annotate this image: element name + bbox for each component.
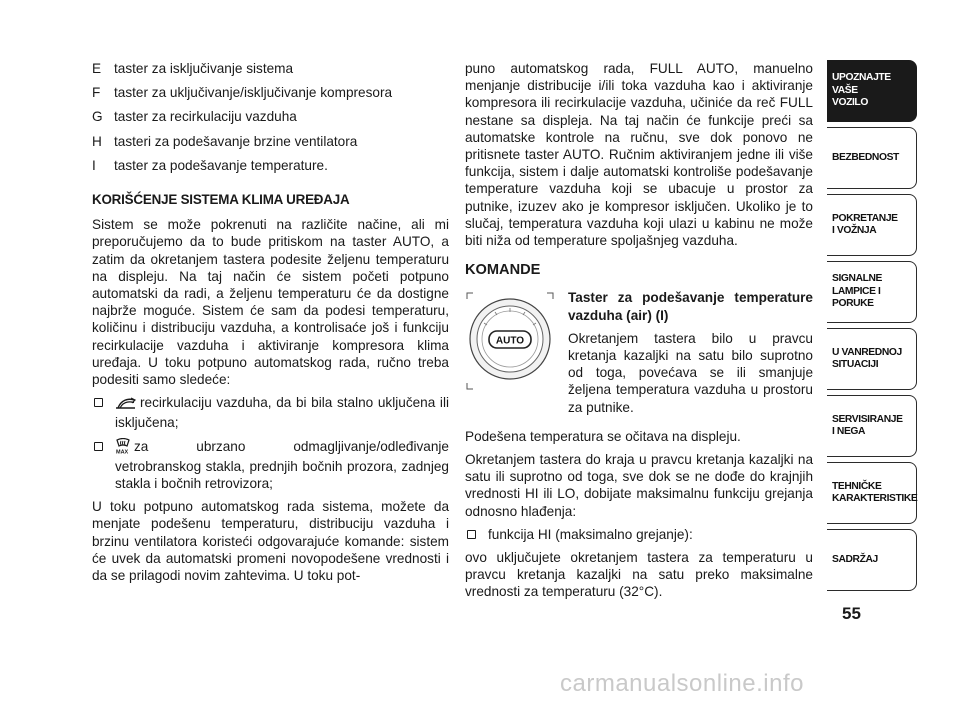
tab-servisiranje-i-nega[interactable]: SERVISIRANJE I NEGA [827,395,917,457]
checkbox-bullet-icon [94,442,103,451]
legend-text: taster za recirkulaciju vazduha [114,109,297,125]
bullet-hi-text: funkcija HI (maksimalno grejanje): [488,526,693,542]
right-column [465,60,813,607]
left-column [92,60,449,590]
continued-paragraph: puno automatskog rada, FULL AUTO, manuelno menjanje distribucije i/ili toka vazduha kao i aktiviranje kompresora ili recirkulacije vazduha, učiniće da reč FULL nestane sa displeja. Na taj način će funkcije preći sa automatske kontrole na ručnu, sve dok ponovo ne pritisnete taster AUTO. Ručnim aktiviranjem jedne ili više funkcija, sistem i dalje automatski kontroliše podešavanje temperature vazduha koji se ubacuje u prostor za putnike, izuzev ako je kompresor isključen. Ukoliko je to slučaj, temperatura vazduha koji ulazi u kabinu ne može biti niža od temperature spoljašnjeg vazduha. [465,61,813,249]
bullet-defrost [92,438,449,493]
checkbox-bullet-icon [94,398,103,407]
bullet-recirculation [92,394,449,431]
tab-signalne-lampice[interactable]: SIGNALNE LAMPICE I PORUKE [827,261,917,323]
knob-temp-text: Okretanjem tastera bilo u pravcu kretanja kazaljki na satu bilo suprotno od toga, povećava se ili smanjuje željena temperatura vazduha u prostoru za putnike. [568,330,813,415]
recirculation-icon [115,397,137,414]
legend-text: taster za uključivanje/isključivanje kompresora [114,85,393,101]
page-number: 55 [842,604,861,623]
tab-tehnicke-karakteristike[interactable]: TEHNIČKE KARAKTERISTIKE [827,462,917,524]
section-title: KORIŠĆENJE SISTEMA KLIMA UREĐAJA [92,192,350,208]
hi-paragraph: ovo uključujete okretanjem tastera za temperaturu u pravcu kretanja kazaljki na satu preko maksimalne vrednosti za temperaturu (32°C). [465,550,813,600]
legend-item [92,133,449,150]
legend-key: I [92,157,96,173]
bullet-recirculation-text: recirkulaciju vazduha, da bi bila stalno uključena ili isključena; [115,395,449,431]
legend-key: F [92,85,101,101]
legend-item [92,157,449,174]
intro-paragraph: Sistem se može pokrenuti na različite načine, ali mi preporučujemo da to bude pritiskom na taster AUTO, a zatim da okretanjem tastera podesite željenu temperaturu na displeju. Na taj način će sistem početi potpuno automatski da radi, a željenu temperaturu će da dostigne najbrže moguće. Sistem će sam da podesi temperaturu, količinu i distribuciju vazduha, a kontrolisaće još i funkciju recirkulacije vazduha i aktiviranje kompresora klima uređaja. U toku potpuno automatskog rada, ručno treba podesiti samo sledeće: [92,217,449,388]
turn-end-paragraph: Okretanjem tastera do kraja u pravcu kretanja kazaljki na satu ili suprotno od toga, sve dok se ne dođe do krajnjih vrednosti HI ili LO, dobijate maksimalnu funkciju grejanja odnosno hlađenja: [465,452,813,519]
legend-item [92,84,449,101]
legend-key: H [92,133,102,149]
watermark: carmanualsonline.info [560,670,804,697]
bullet-hi [465,526,813,543]
bullet-defrost-text: za ubrzano odmagljivanje/odleđivanje vetrobranskog stakla, prednjih bočnih prozora, zadnjeg stakla i bočnih retrovizora; [115,438,449,492]
legend-list [92,60,449,174]
legend-text: taster za podešavanje temperature. [114,157,328,173]
tab-u-vanrednoj-situaciji[interactable]: U VANREDNOJ SITUACIJI [827,328,917,390]
legend-text: tasteri za podešavanje brzine ventilatora [114,133,358,149]
temperature-knob-figure [465,291,555,391]
legend-key: E [92,61,102,76]
komande-title: KOMANDE [465,262,541,279]
tab-upoznajte-vase-vozilo[interactable]: UPOZNAJTE VAŠE VOZILO [827,60,917,122]
max-label: MAX [116,449,129,454]
tab-sadrzaj[interactable]: SADRŽAJ [827,529,917,591]
knob-temp-title: Taster za podešavanje temperature vazduha (air) (I) [568,290,813,323]
temperature-knob-section [465,289,813,421]
legend-text: taster za isključivanje sistema [114,61,294,76]
max-defrost-icon [115,438,131,458]
legend-item [92,60,449,77]
display-note: Podešena temperatura se očitava na displeju. [465,428,741,444]
auto-label: AUTO [495,335,525,347]
tab-pokretanje-i-voznja[interactable]: POKRETANJE I VOŽNJA [827,194,917,256]
legend-key: G [92,109,103,125]
checkbox-bullet-icon [467,530,476,539]
legend-item [92,108,449,125]
tab-bezbednost[interactable]: BEZBEDNOST [827,127,917,189]
outro-paragraph: U toku potpuno automatskog rada sistema, možete da menjate podešenu temperaturu, distribuciju vazduha i brzinu ventilatora koristeći odgovarajuće komande: sistem će uvek da automatski promeni novopodešene vrednosti i da se prilagodi novim zahtevima. U toku pot- [92,499,449,584]
